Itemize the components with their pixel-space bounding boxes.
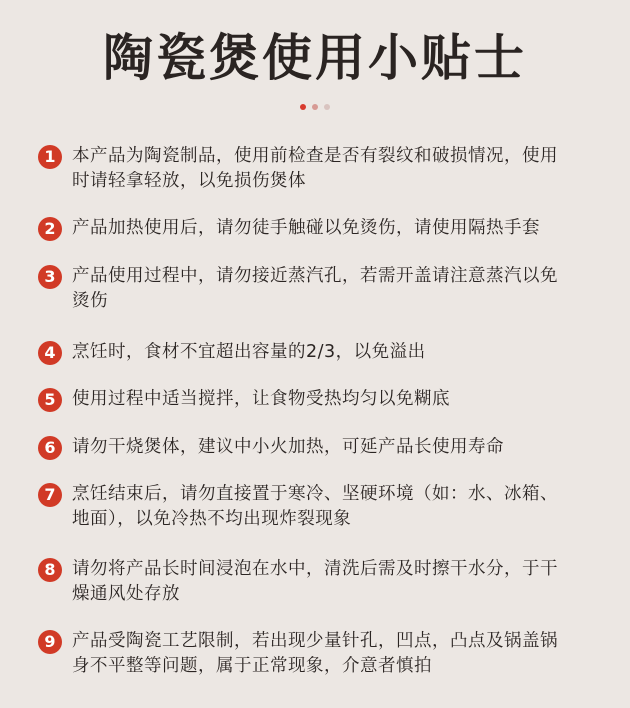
number-badge: 7 — [38, 483, 62, 507]
tip-text — [72, 216, 540, 241]
tip-line: 地面），以免冷热不均出现炸裂现象 — [72, 509, 352, 529]
tip-text — [72, 340, 426, 365]
number-badge: 1 — [38, 145, 62, 169]
carousel-dots — [0, 104, 630, 110]
tip-text — [72, 482, 558, 532]
number-badge: 4 — [38, 341, 62, 365]
tip-line: 产品受陶瓷工艺限制，若出现少量针孔，凹点，凸点及锅盖锅 — [72, 631, 558, 651]
tip-item-3 — [38, 264, 598, 314]
tip-text — [72, 144, 558, 194]
number-badge: 6 — [38, 436, 62, 460]
number-badge: 9 — [38, 630, 62, 654]
tip-text — [72, 387, 450, 412]
page-title: 陶瓷煲使用小贴士 — [103, 29, 527, 87]
tip-line: 时请轻拿轻放，以免损伤煲体 — [72, 171, 306, 191]
tip-item-7 — [38, 482, 598, 532]
tip-line: 请勿干烧煲体，建议中小火加热，可延产品长使用寿命 — [72, 437, 504, 457]
tip-text — [72, 435, 504, 460]
tip-line: 烫伤 — [72, 291, 108, 311]
tip-line: 身不平整等问题，属于正常现象，介意者慎拍 — [72, 656, 432, 676]
dot-indicator — [312, 104, 318, 110]
tip-text — [72, 557, 558, 607]
tip-line: 燥通风处存放 — [72, 584, 180, 604]
tip-item-8 — [38, 557, 598, 607]
tip-line: 烹饪结束后，请勿直接置于寒冷、坚硬环境（如：水、冰箱、 — [72, 484, 558, 504]
tip-text — [72, 264, 558, 314]
tip-item-4 — [38, 340, 598, 365]
tip-item-2 — [38, 216, 598, 241]
tip-item-5 — [38, 387, 598, 412]
tip-line: 烹饪时，食材不宜超出容量的2/3，以免溢出 — [72, 342, 426, 362]
tip-line: 请勿将产品长时间浸泡在水中，清洗后需及时擦干水分，于干 — [72, 559, 558, 579]
tip-line: 产品加热使用后，请勿徒手触碰以免烫伤，请使用隔热手套 — [72, 218, 540, 238]
number-badge: 5 — [38, 388, 62, 412]
number-badge: 8 — [38, 558, 62, 582]
tip-line: 产品使用过程中，请勿接近蒸汽孔，若需开盖请注意蒸汽以免 — [72, 266, 558, 286]
tip-line: 本产品为陶瓷制品，使用前检查是否有裂纹和破损情况，使用 — [72, 146, 558, 166]
tip-item-9 — [38, 629, 598, 679]
number-badge: 2 — [38, 217, 62, 241]
tip-item-1 — [38, 144, 598, 194]
dot-indicator-active — [300, 104, 306, 110]
number-badge: 3 — [38, 265, 62, 289]
dot-indicator — [324, 104, 330, 110]
tip-text — [72, 629, 558, 679]
tip-line: 使用过程中适当搅拌，让食物受热均匀以免糊底 — [72, 389, 450, 409]
tip-item-6 — [38, 435, 598, 460]
